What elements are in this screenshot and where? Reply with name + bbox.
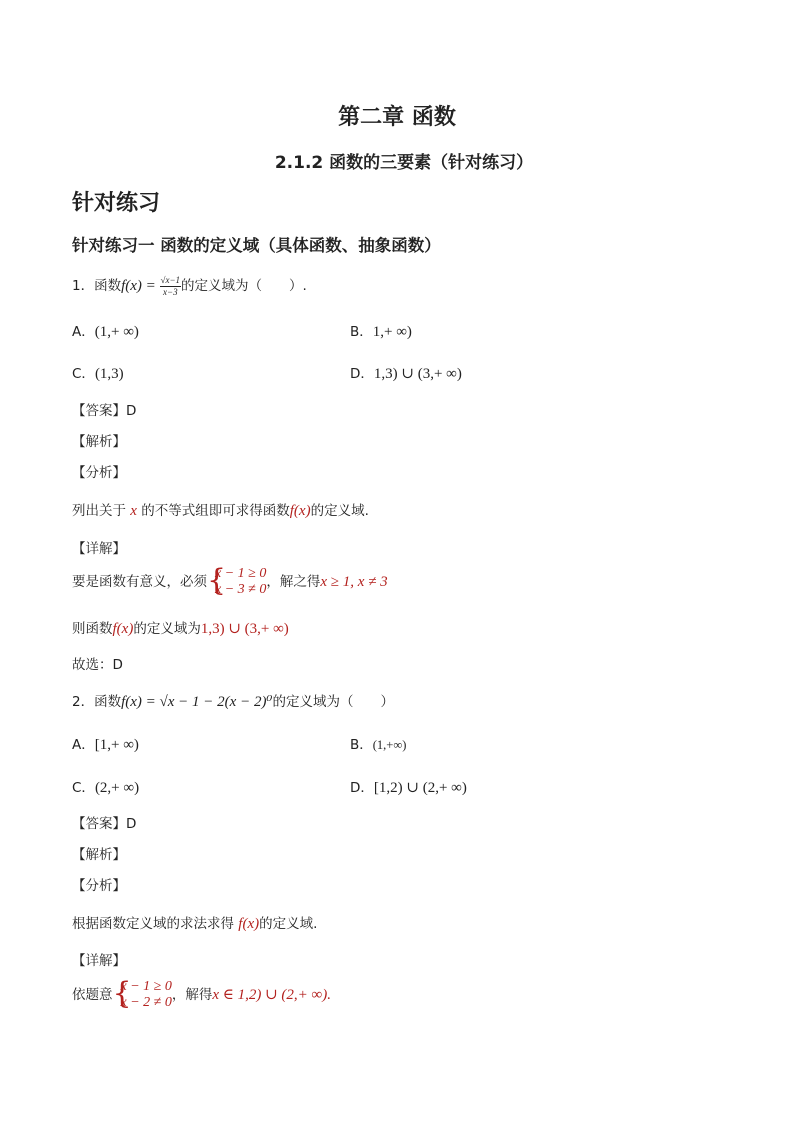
- q2-answer: [72, 812, 136, 832]
- q2-prefix: 函数: [94, 694, 122, 710]
- q1-suffix: 的定义域为（ ）.: [181, 278, 307, 294]
- q1-analysis: [72, 499, 369, 520]
- q1-option-c-text: (1,3): [94, 366, 124, 382]
- q2-option-d-label: D．: [350, 780, 374, 796]
- q2-fenxi-label: 【分析】: [72, 878, 126, 894]
- q2-option-a-label: A．: [72, 737, 95, 753]
- q2-suffix: 的定义域为（ ）: [272, 694, 394, 710]
- q1-inequality-system: { x − 1 ≥ 0 x − 3 ≠ 0: [207, 563, 267, 598]
- q2-analysis-post: 的定义域.: [259, 916, 318, 932]
- q1-prefix: 函数: [94, 278, 122, 294]
- q2-analysis: [72, 912, 317, 933]
- q1-frac-den: x−3: [163, 286, 178, 297]
- q1-analysis-pre: 列出关于: [72, 503, 126, 519]
- q2-option-b-label: B．: [350, 737, 373, 753]
- q1-line2-func: f(x): [112, 621, 134, 637]
- q1-detail-result: x ≥ 1, x ≠ 3: [320, 574, 388, 590]
- exercise-heading: 针对练习: [72, 191, 161, 216]
- q1-sys-row-1: x − 1 ≥ 0: [215, 566, 267, 581]
- q1-detail-mid: ，解之得: [266, 574, 321, 590]
- q2-option-a[interactable]: [72, 733, 139, 754]
- q1-fenxi-label: 【分析】: [72, 465, 126, 481]
- q2-sys-row-1: x − 1 ≥ 0: [120, 979, 172, 994]
- q1-choice: 故选：D: [72, 657, 123, 673]
- q1-domain-line: [72, 617, 289, 638]
- q2-formula: f(x) = √x − 1 − 2(x − 2)⁰: [121, 694, 273, 710]
- q2-analysis-pre: 根据函数定义域的求法求得: [72, 916, 234, 932]
- q2-option-c-label: C．: [72, 780, 95, 796]
- q1-option-b-text: 1,+ ∞): [372, 324, 412, 340]
- q2-option-d[interactable]: [350, 776, 467, 797]
- q1-answer-value: D: [126, 403, 137, 419]
- q2-option-c-text: (2,+ ∞): [94, 780, 140, 796]
- q2-answer-label: 【答案】: [72, 816, 126, 832]
- q2-number: 2．: [72, 694, 95, 710]
- q2-analysis-func: f(x): [238, 916, 260, 932]
- q1-stem: [72, 274, 307, 297]
- q2-option-d-text: [1,2) ∪ (2,+ ∞): [373, 780, 467, 796]
- q1-option-a-label: A．: [72, 324, 95, 340]
- q1-detail: [72, 563, 388, 598]
- q2-option-b[interactable]: [350, 733, 406, 753]
- q1-line2-mid: 的定义域为: [133, 621, 201, 637]
- q1-option-b[interactable]: [350, 320, 412, 341]
- q2-answer-value: D: [126, 816, 137, 832]
- q2-detail-label: 【详解】: [72, 953, 126, 969]
- q2-option-a-text: [1,+ ∞): [94, 737, 139, 753]
- q1-func: f(x) =: [121, 278, 160, 294]
- q2-detail-result: x ∈ 1,2) ∪ (2,+ ∞).: [212, 987, 331, 1003]
- q1-analysis-var: x: [130, 503, 137, 519]
- q2-jiexi-label: 【解析】: [72, 847, 126, 863]
- q1-jiexi-label: 【解析】: [72, 434, 126, 450]
- q2-option-b-text: (1,+∞): [372, 738, 407, 752]
- section-title: 2.1.2 函数的三要素（针对练习）: [274, 153, 534, 173]
- q1-option-c-label: C．: [72, 366, 95, 382]
- q1-option-d-label: D．: [350, 366, 374, 382]
- q1-option-a-text: (1,+ ∞): [94, 324, 139, 340]
- q1-detail-label: 【详解】: [72, 541, 126, 557]
- q1-analysis-func: f(x): [289, 503, 311, 519]
- q1-answer: [72, 399, 136, 419]
- q1-option-c[interactable]: [72, 362, 124, 383]
- q2-stem: [72, 690, 394, 711]
- q1-answer-label: 【答案】: [72, 403, 126, 419]
- q2-detail-mid: ，解得: [171, 987, 213, 1003]
- q2-detail-pre: 依题意: [72, 987, 113, 1003]
- q1-option-d-text: 1,3) ∪ (3,+ ∞): [373, 366, 462, 382]
- q1-analysis-mid: 的不等式组即可求得函数: [141, 503, 290, 519]
- q2-detail: [72, 976, 331, 1011]
- q1-fraction: [160, 276, 182, 297]
- q1-frac-num: √x−1: [160, 274, 181, 285]
- q1-option-d[interactable]: [350, 362, 462, 383]
- q1-analysis-post: 的定义域.: [310, 503, 369, 519]
- q1-line2-pre: 则函数: [72, 621, 113, 637]
- q1-sys-row-2: x − 3 ≠ 0: [215, 582, 267, 597]
- q1-line2-result: 1,3) ∪ (3,+ ∞): [200, 621, 289, 637]
- q2-option-c[interactable]: [72, 776, 139, 797]
- q1-option-a[interactable]: [72, 320, 139, 341]
- q1-option-b-label: B．: [350, 324, 373, 340]
- q1-detail-pre: 要是函数有意义，必须: [72, 574, 207, 590]
- exercise-subheading: 针对练习一 函数的定义域（具体函数、抽象函数）: [72, 236, 441, 255]
- q2-inequality-system: { x − 1 ≥ 0 x − 2 ≠ 0: [112, 976, 172, 1011]
- chapter-title: 第二章 函数: [338, 105, 456, 130]
- q1-number: 1．: [72, 278, 95, 294]
- q2-sys-row-2: x − 2 ≠ 0: [120, 995, 172, 1010]
